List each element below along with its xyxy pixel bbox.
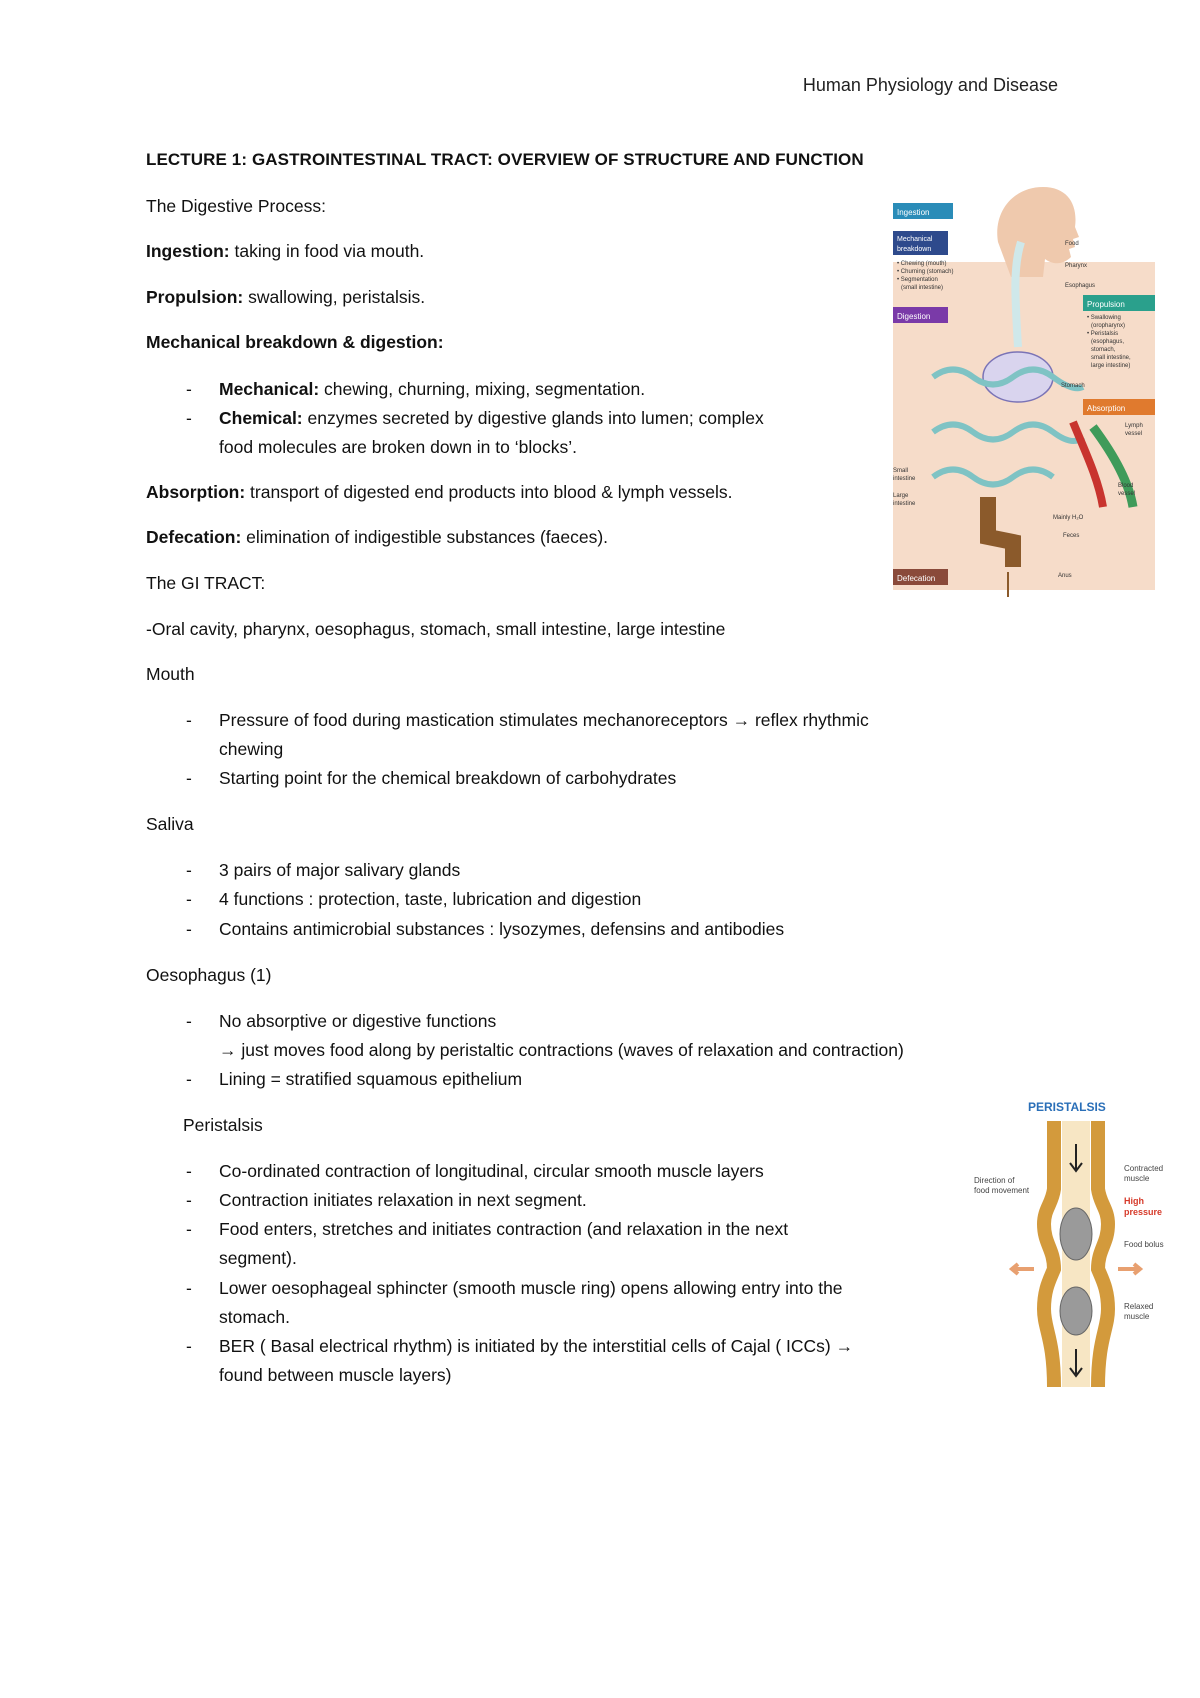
tube-wall-right [1098,1121,1108,1387]
blood-label-2: vessel [1118,491,1136,497]
contracted-label-2: muscle [1124,1174,1150,1183]
mouth-bullet-2: Starting point for the chemical breakdown of carbohydrates [219,768,677,788]
chew-label-4: (small intestine) [901,285,944,291]
prop-label-4: (esophagus, [1091,339,1125,345]
food-label: Food [1065,241,1079,247]
peristalsis-bullet-1: Co-ordinated contraction of longitudinal, circular smooth muscle layers [219,1161,764,1181]
oesophagus-bullet-1: No absorptive or digestive functions [219,1011,497,1031]
prop-label-3: • Peristalsis [1087,331,1119,337]
prop-label-6: small intestine, [1091,355,1131,361]
chew-label-3: • Segmentation [897,277,938,283]
saliva-heading: Saliva [146,814,194,834]
bullet: - [186,1278,192,1298]
saliva-bullet-2: 4 functions : protection, taste, lubrication and digestion [219,889,642,909]
food-bolus-label: Food bolus [1124,1240,1164,1249]
bullet: - [186,408,192,428]
lecture-title: LECTURE 1: GASTROINTESTINAL TRACT: OVERVIEW OF STRUCTURE AND FUNCTION [146,150,864,169]
gi-heading: The GI TRACT: [146,573,266,593]
breakdown-label: breakdown [897,246,932,253]
digestive-heading: The Digestive Process: [146,196,326,216]
tube-wall-left [1044,1121,1054,1387]
high-pressure-label-2: pressure [1124,1207,1163,1217]
ingestion-line [146,241,424,262]
ingestion-text: taking in food via mouth. [229,241,425,261]
blood-label-1: Blood [1118,483,1134,489]
oesophagus-bullet-2: Lining = stratified squamous epithelium [219,1069,523,1089]
bullet: - [186,1069,192,1089]
mech-heading-text: Mechanical breakdown & digestion: [146,332,444,352]
propulsion-label: Propulsion [1087,300,1125,309]
absorption-label: Absorption: [146,482,246,502]
peristalsis-bullet-3: Food enters, stretches and initiates contraction (and relaxation in the next [219,1219,789,1239]
bullet: - [186,1011,192,1031]
high-pressure-label-1: High [1124,1196,1144,1206]
large-intestine-label-2: intestine [893,501,916,507]
propulsion-label: Propulsion: [146,287,244,307]
ingestion-label: Ingestion [897,208,930,217]
mechanical-line [219,379,645,400]
mechanical-label: Mechanical [897,236,933,243]
digestive-process-figure [893,187,1155,615]
propulsion-text: swallowing, peristalsis. [243,287,426,307]
bullet: - [186,379,192,399]
peristalsis-bullet-4-cont: stomach. [219,1307,290,1327]
direction-label-1: Direction of [974,1176,1015,1185]
chew-label-1: • Chewing (mouth) [897,261,947,267]
small-intestine-label-2: intestine [893,476,916,482]
chemical-line [219,408,764,429]
absorption-label: Absorption [1087,404,1126,413]
mouth-bullet-1-cont: chewing [219,739,284,759]
feces-label: Feces [1063,533,1080,539]
contracted-label-1: Contracted [1124,1164,1164,1173]
absorption-text: transport of digested end products into blood & lymph vessels. [245,482,733,502]
defecation-text: elimination of indigestible substances (faeces). [241,527,609,547]
mouth-heading: Mouth [146,664,195,684]
propulsion-line [146,287,425,308]
peristalsis-bullet-3-cont: segment). [219,1248,297,1268]
stomach-label: Stomach [1061,383,1085,389]
chemical-line-2: food molecules are broken down in to ‘blocks’. [219,437,577,457]
left-pressure-arrow [1012,1264,1034,1274]
ingestion-label: Ingestion: [146,241,230,261]
small-intestine-label-1: Small [893,468,909,474]
mechanical-text: chewing, churning, mixing, segmentation. [319,379,646,399]
lymph-label-2: vessel [1125,431,1143,437]
bullet: - [186,710,192,730]
saliva-bullet-1: 3 pairs of major salivary glands [219,860,461,880]
right-pressure-arrow [1118,1264,1140,1274]
mouth-bullet-1: Pressure of food during mastication stimulates mechanoreceptors → reflex rhythmic [219,710,869,730]
anus-label: Anus [1058,573,1072,579]
mech-heading [146,332,444,353]
pharynx-label: Pharynx [1065,263,1088,269]
large-intestine-label-1: Large [893,493,909,499]
saliva-bullet-3: Contains antimicrobial substances : lysozymes, defensins and antibodies [219,919,785,939]
peristalsis-bullet-5-cont: found between muscle layers) [219,1365,452,1385]
relaxed-label-1: Relaxed [1124,1302,1154,1311]
prop-label-7: large intestine) [1091,363,1131,369]
course-header: Human Physiology and Disease [802,75,1058,95]
chemical-label: Chemical: [219,408,303,428]
peristalsis-bullet-4: Lower oesophageal sphincter (smooth muscle ring) opens allowing entry into the [219,1278,843,1298]
oesophagus-heading: Oesophagus (1) [146,965,272,985]
defecation-label: Defecation [897,574,936,583]
mainly-water-label: Mainly H₂O [1053,515,1084,521]
oesophagus-bullet-1-cont: → just moves food along by peristaltic contractions (waves of relaxation and contraction) [219,1040,904,1060]
chew-label-2: • Churning (stomach) [897,269,954,275]
gi-list: -Oral cavity, pharynx, oesophagus, stomach, small intestine, large intestine [146,619,726,639]
bullet: - [186,889,192,909]
bullet: - [186,1219,192,1239]
peristalsis-bullet-2: Contraction initiates relaxation in next segment. [219,1190,587,1210]
digestion-label: Digestion [897,312,931,321]
direction-label-2: food movement [974,1186,1030,1195]
prop-label-2: (oropharynx) [1091,323,1126,329]
peristalsis-figure-title: PERISTALSIS [1028,1100,1106,1114]
prop-label-5: stomach, [1091,347,1116,353]
bullet: - [186,1190,192,1210]
bullet: - [186,1161,192,1181]
chemical-text: enzymes secreted by digestive glands into lumen; complex [302,408,764,428]
mechanical-label: Mechanical: [219,379,320,399]
peristalsis-figure [974,1099,1170,1389]
esophagus-label: Esophagus [1065,283,1096,289]
lymph-label-1: Lymph [1125,423,1143,429]
food-bolus-shape [1060,1208,1092,1260]
bolus-shape-2 [1060,1287,1092,1335]
relaxed-label-2: muscle [1124,1312,1150,1321]
bullet: - [186,768,192,788]
defecation-line [146,527,608,548]
peristalsis-bullet-5: BER ( Basal electrical rhythm) is initiated by the interstitial cells of Cajal ( ICCs) → [219,1336,854,1356]
peristalsis-heading: Peristalsis [183,1115,263,1135]
bullet: - [186,860,192,880]
prop-label-1: • Swallowing [1087,315,1121,321]
defecation-label: Defecation: [146,527,242,547]
bullet: - [186,1336,192,1356]
absorption-line [146,482,733,503]
bullet: - [186,919,192,939]
